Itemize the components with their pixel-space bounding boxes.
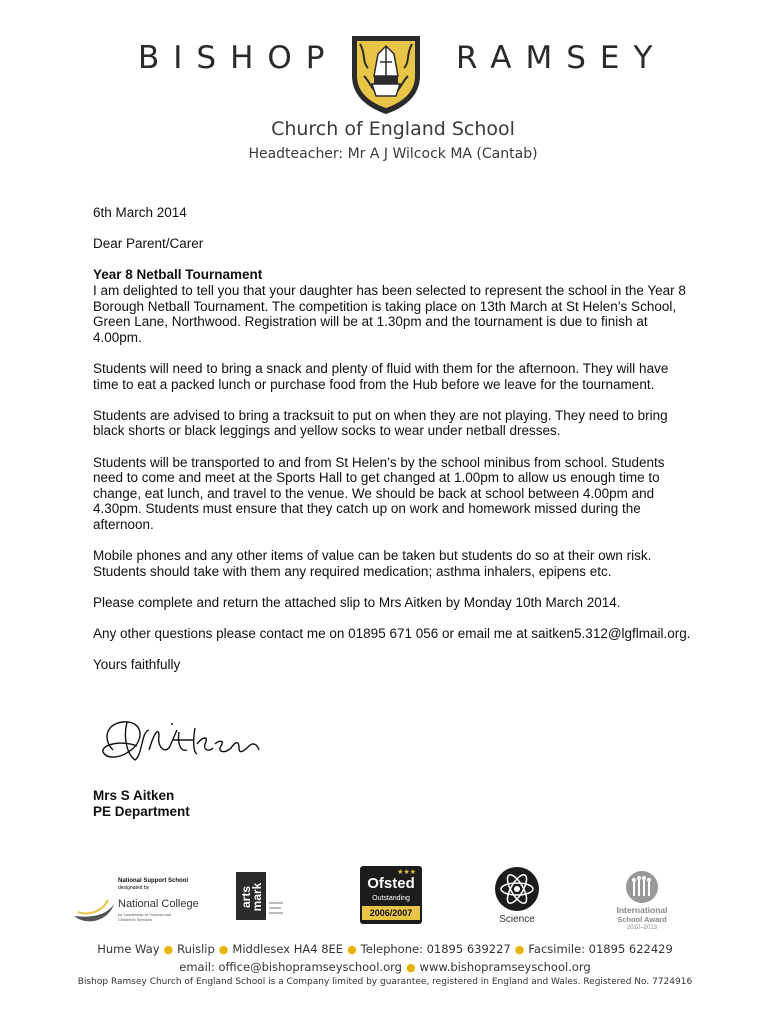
bullet-icon: ● bbox=[514, 943, 525, 956]
letter-paragraph: Mobile phones and any other items of value can be taken but students do so at their own risk. Students should take with them any required medication; asthma inhalers, epipens etc. bbox=[93, 548, 652, 579]
globe-people-icon bbox=[625, 870, 659, 904]
letter-body bbox=[93, 205, 693, 688]
letterhead bbox=[0, 0, 770, 175]
bullet-icon: ● bbox=[218, 943, 229, 956]
school-crest-icon bbox=[348, 32, 424, 116]
ofsted-years: 2006/2007 bbox=[362, 906, 420, 920]
letter-closing: Yours faithfully bbox=[93, 657, 181, 673]
footer-facsimile: Facsimile: 01895 622429 bbox=[528, 942, 673, 956]
isa-line2: School Award bbox=[617, 915, 667, 924]
science-logo bbox=[492, 866, 542, 928]
footer-telephone: Telephone: 01895 639227 bbox=[360, 942, 511, 956]
ofsted-rating: Outstanding bbox=[372, 895, 410, 902]
school-name-left: BISHOP bbox=[138, 40, 339, 76]
signoff bbox=[93, 788, 190, 820]
bullet-icon: ● bbox=[163, 943, 174, 956]
stars-icon: ★★★ bbox=[397, 869, 416, 876]
national-college-logo bbox=[72, 876, 202, 928]
signature-image bbox=[93, 710, 273, 772]
letter-paragraph: Any other questions please contact me on 01895 671 056 or email me at saitken5.312@lgflmail.org. bbox=[93, 626, 691, 642]
science-label: Science bbox=[499, 914, 535, 925]
national-college-name: National College bbox=[118, 898, 199, 910]
international-school-award-logo bbox=[606, 870, 678, 931]
bullet-icon: ● bbox=[405, 961, 416, 974]
artsmark-text: mark bbox=[250, 882, 264, 912]
artsmark-logo bbox=[236, 872, 286, 922]
accreditation-logos bbox=[0, 862, 770, 932]
letter-date: 6th March 2014 bbox=[93, 205, 187, 220]
national-college-swoosh-icon bbox=[72, 886, 116, 926]
signer-name: Mrs S Aitken bbox=[93, 788, 175, 803]
footer-address-part: Ruislip bbox=[177, 942, 215, 956]
letter-salutation: Dear Parent/Carer bbox=[93, 236, 204, 252]
footer-address-part: Hume Way bbox=[97, 942, 160, 956]
headteacher-line: Headteacher: Mr A J Wilcock MA (Cantab) bbox=[248, 146, 538, 162]
footer-address bbox=[0, 942, 770, 956]
footer-contact bbox=[0, 960, 770, 974]
national-college-tag: for Leadership of Schools and Children's Services bbox=[118, 912, 172, 922]
letter-paragraph: Students will need to bring a snack and plenty of fluid with them for the afternoon. They will have time to eat a packed lunch or purchase food from the Hub before we leave for the tournament. bbox=[93, 360, 669, 392]
ofsted-logo bbox=[360, 866, 422, 924]
school-subtitle: Church of England School bbox=[271, 118, 515, 140]
bullet-icon: ● bbox=[347, 943, 357, 956]
letter-subject: Year 8 Netball Tournament bbox=[93, 267, 263, 283]
footer-legal: Bishop Ramsey Church of England School is a Company limited by guarantee, registered in England and Wales. Registered No. 7724916 bbox=[77, 977, 693, 987]
ofsted-name: Ofsted bbox=[367, 875, 415, 892]
artsmark-text: arts bbox=[239, 886, 253, 909]
signer-department: PE Department bbox=[93, 804, 190, 819]
letter-paragraph: Students are advised to bring a tracksuit to put on when they are not playing. They need to bring black shorts or black leggings and yellow socks to wear under netball dresses. bbox=[93, 407, 668, 439]
letter-paragraph: I am delighted to tell you that your daughter has been selected to represent the school in the Year 8 Borough Netball Tournament. The competition is taking place on 13th March at St Helen’s School, Green Lane, Northwood. Registration will be at 1.30pm and the tournament is due to finish at 4.00pm. bbox=[93, 282, 686, 345]
isa-years: 2010–2013 bbox=[626, 925, 658, 931]
school-name-right: RAMSEY bbox=[456, 40, 667, 76]
letter-paragraph: Students will be transported to and from St Helen’s by the school minibus from school. Students need to come and meet at the Sports Hall to get changed at 1.00pm to allow us enough time to change, eat lunch, and travel to the venue. We should be back at school between 4.00pm and 4.30pm. Students must ensure that they catch up on work and homework missed during the afternoon. bbox=[93, 454, 665, 532]
footer-website: www.bishopramseyschool.org bbox=[419, 960, 591, 974]
national-college-sub: designated by bbox=[118, 885, 150, 891]
footer-address-part: Middlesex HA4 8EE bbox=[232, 942, 344, 956]
letter-paragraph: Please complete and return the attached slip to Mrs Aitken by Monday 10th March 2014. bbox=[93, 594, 621, 610]
isa-line1: International bbox=[616, 905, 668, 915]
national-college-top: National Support School bbox=[118, 878, 188, 884]
atom-icon bbox=[494, 866, 540, 912]
footer-email: email: office@bishopramseyschool.org bbox=[179, 960, 402, 974]
